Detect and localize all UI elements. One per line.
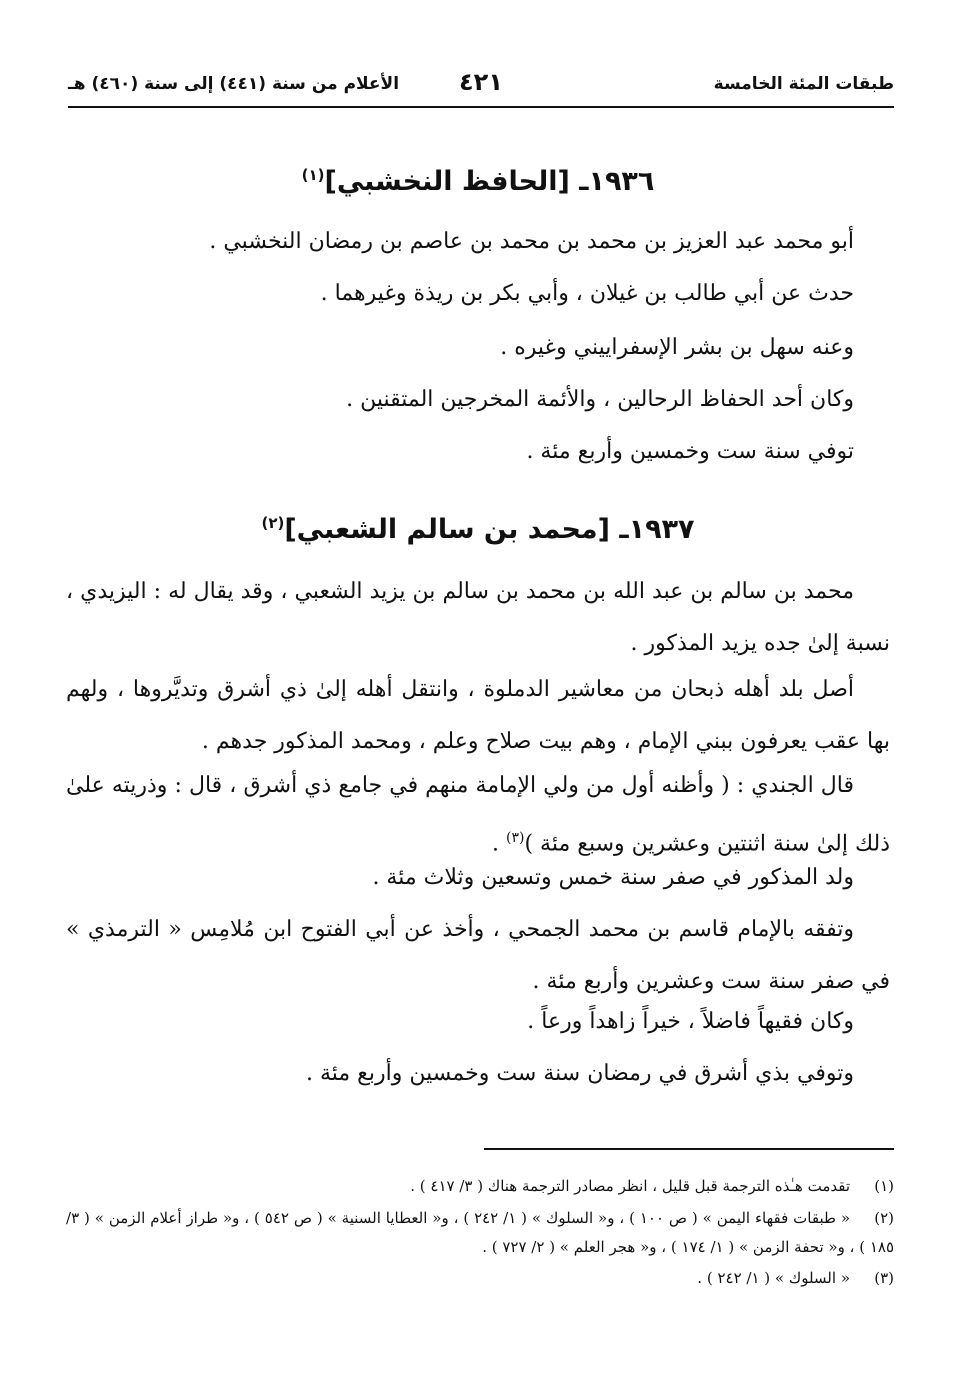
footnote-number: (٣) [874, 1269, 894, 1287]
paragraph: وكان فقيهاً فاضلاً ، خيراً زاهداً ورعاً . [527, 1009, 854, 1034]
running-header [68, 66, 894, 108]
footnote-3 [66, 1264, 894, 1293]
paragraph: أصل بلد أهله ذبحان من معاشير الدملوة ، وانتقل أهله إلىٰ ذي أشرق وتديَّروها ، ولهم بها عقب يعرفون ببني الإمام ، وهم بيت صلاح وعلم ، ومحمد المذكور جدهم . [66, 677, 890, 754]
header-book-section: طبقات المئة الخامسة [713, 74, 894, 94]
entry-title-1937 [60, 514, 896, 545]
paragraph: وتفقه بالإمام قاسم بن محمد الجمحي ، وأخذ عن أبي الفتوح ابن مُلامِس « الترمذي » في صفر سنة ست وعشرين وأربع مئة . [66, 917, 890, 994]
footnote-text: « السلوك » ( ١/ ٢٤٢ ) . [697, 1269, 850, 1287]
footnote-text: « طبقات فقهاء اليمن » ( ص ١٠٠ ) ، و« السلوك » ( ١/ ٢٤٢ ) ، و« العطايا السنية » ( ص ٥٤٢ ) ، و« طراز أعلام الزمن » ( ٣/ ١٨٥ ) ، و« تحفة الزمن » ( ١/ ١٧٤ ) ، و« هجر العلم » ( ٢/ ٧٢٧ ) . [66, 1209, 894, 1256]
paragraph: وكان أحد الحفاظ الرحالين ، والأئمة المخرجين المتقنين . [346, 387, 854, 412]
footnote-2 [66, 1204, 894, 1262]
paragraph-end: . [492, 831, 507, 857]
footnote-rule [484, 1148, 894, 1150]
entry-title-1936 [60, 166, 896, 197]
paragraph-text: قال الجندي : ( وأظنه أول من ولي الإمامة منهم في جامع ذي أشرق ، قال : وذريته علىٰ ذلك إلىٰ سنة اثنتين وعشرين وسبع مئة ) [66, 773, 890, 857]
paragraph: ولد المذكور في صفر سنة خمس وتسعين وثلاث مئة . [372, 865, 854, 890]
entry-title-text: ١٩٣٧ـ [محمد بن سالم الشعبي] [284, 514, 695, 545]
footnote-number: (٢) [874, 1209, 894, 1227]
paragraph: وعنه سهل بن بشر الإسفراييني وغيره . [500, 335, 854, 360]
footnote-ref: (١) [301, 166, 325, 184]
header-year-range: الأعلام من سنة (٤٤١) إلى سنة (٤٦٠) هـ [68, 74, 400, 94]
page-number: ٤٢١ [459, 68, 503, 96]
paragraph: أبو محمد عبد العزيز بن محمد بن محمد بن عاصم بن رمضان النخشبي . [209, 229, 854, 254]
paragraph: حدث عن أبي طالب بن غيلان ، وأبي بكر بن ريذة وغيرهما . [320, 281, 854, 306]
paragraph: محمد بن سالم بن عبد الله بن محمد بن سالم بن يزيد الشعبي ، وقد يقال له : اليزيدي ، نسبة إلىٰ جده يزيد المذكور . [66, 579, 890, 656]
paragraph: توفي سنة ست وخمسين وأربع مئة . [526, 439, 854, 464]
footnote-ref: (٢) [261, 514, 285, 532]
footnote-1 [66, 1172, 894, 1201]
footnote-text: تقدمت هـٰذه الترجمة قبل قليل ، انظر مصادر الترجمة هناك ( ٣/ ٤١٧ ) . [410, 1177, 850, 1195]
paragraph: وتوفي بذي أشرق في رمضان سنة ست وخمسين وأربع مئة . [305, 1061, 854, 1086]
footnote-number: (١) [874, 1177, 894, 1195]
footnote-ref: (٣) [506, 830, 525, 846]
entry-title-text: ١٩٣٦ـ [الحافظ النخشبي] [324, 166, 655, 197]
